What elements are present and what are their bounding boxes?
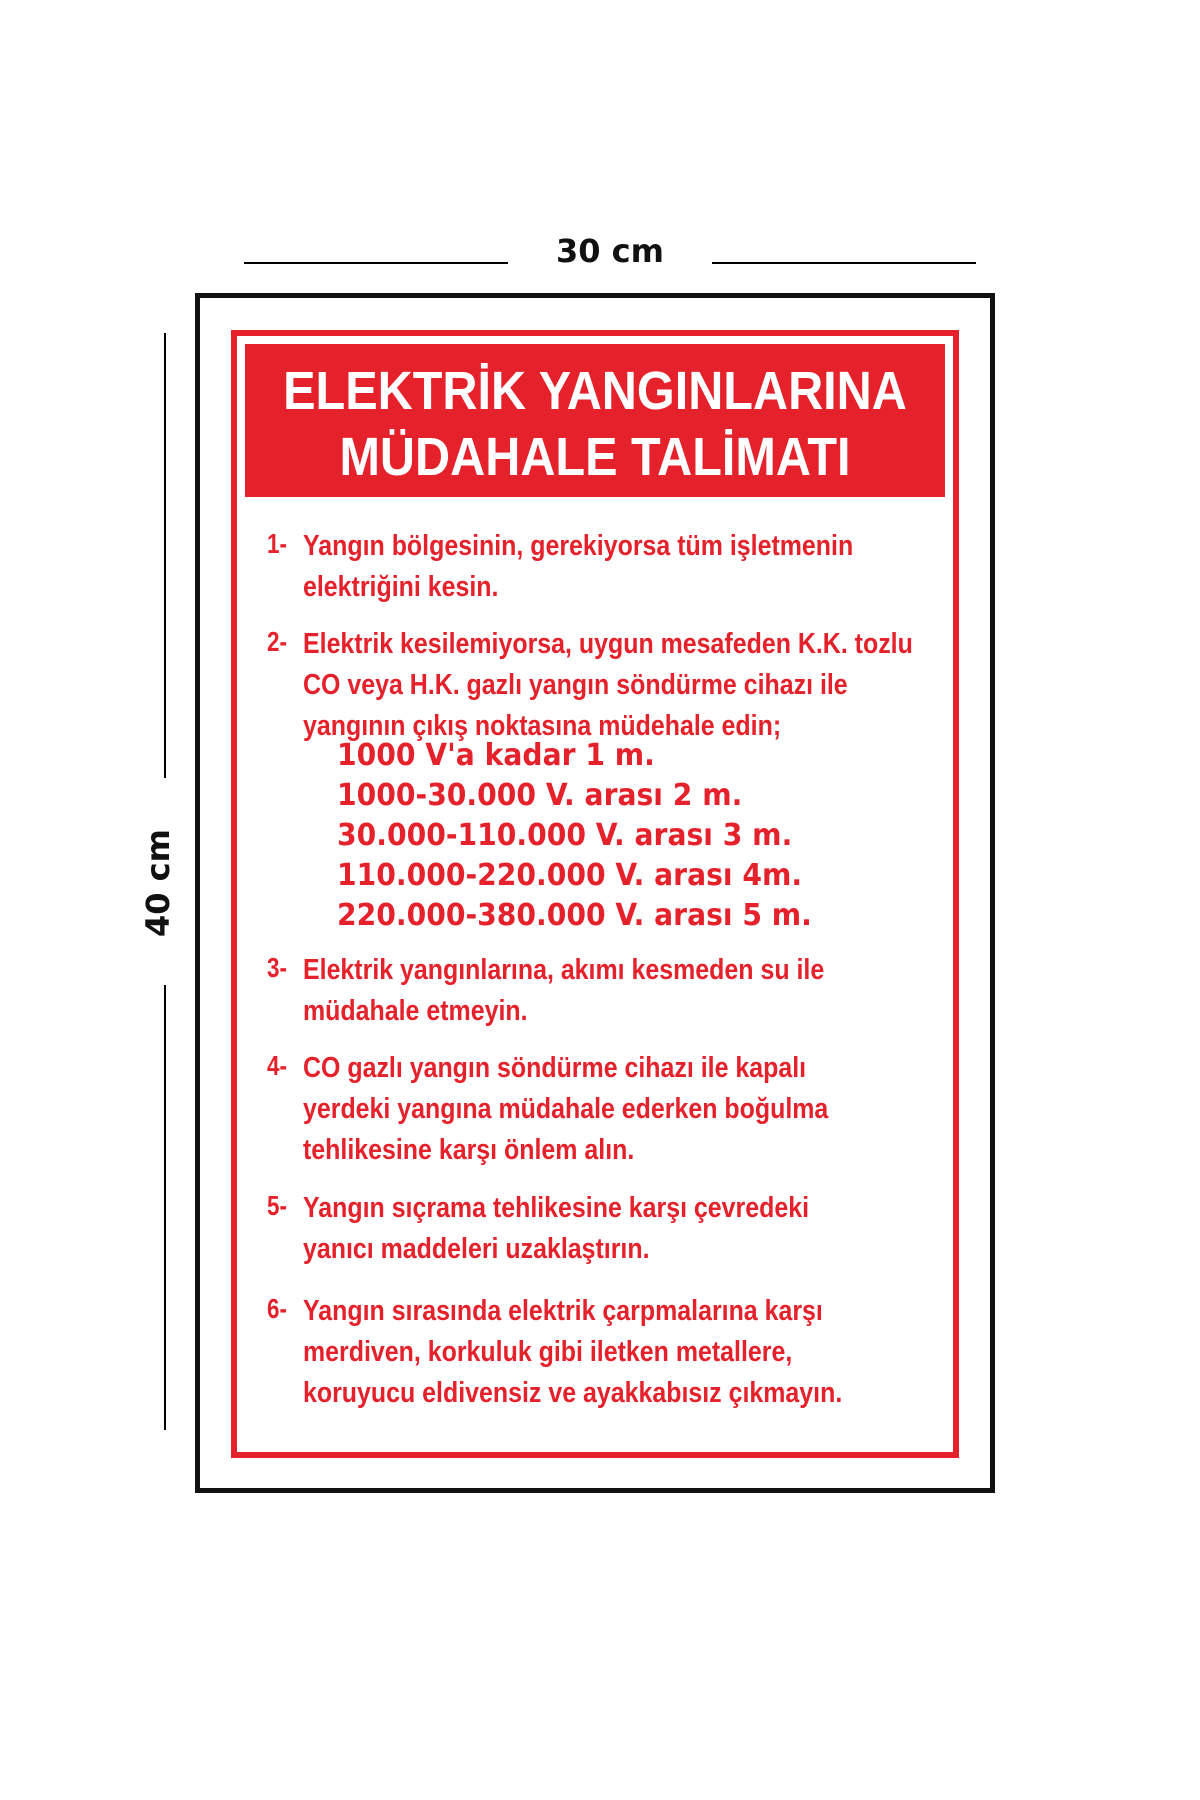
instruction-line: Yangın bölgesinin, gerekiyorsa tüm işletmenin bbox=[303, 530, 854, 562]
instruction-line: yangının çıkış noktasına müdehale edin; bbox=[303, 710, 782, 742]
instruction-number: 5- bbox=[267, 1190, 287, 1221]
width-dimension-line-right bbox=[712, 262, 976, 264]
instruction-line: Yangın sırasında elektrik çarpmalarına karşı bbox=[303, 1295, 823, 1327]
voltage-distance-line: 110.000-220.000 V. arası 4m. bbox=[337, 858, 803, 893]
instruction-number: 3- bbox=[267, 952, 287, 983]
instruction-text bbox=[303, 1188, 953, 1270]
voltage-distance-line: 220.000-380.000 V. arası 5 m. bbox=[337, 898, 812, 933]
instruction-text bbox=[303, 624, 953, 747]
instruction-text bbox=[303, 526, 953, 608]
width-dimension-line-left bbox=[244, 262, 508, 264]
sign-red-border bbox=[231, 330, 959, 1458]
instruction-number: 6- bbox=[267, 1293, 287, 1324]
voltage-distance-list bbox=[337, 736, 937, 936]
height-dimension-label: 40 cm bbox=[139, 829, 177, 937]
instruction-text bbox=[303, 1291, 953, 1414]
instruction-line: tehlikesine karşı önlem alın. bbox=[303, 1134, 635, 1166]
instruction-line: koruyucu eldivensiz ve ayakkabısız çıkmayın. bbox=[303, 1377, 843, 1409]
instruction-line: Elektrik kesilemiyorsa, uygun mesafeden K.K. tozlu bbox=[303, 628, 913, 660]
instruction-line: Yangın sıçrama tehlikesine karşı çevredeki bbox=[303, 1192, 810, 1224]
instruction-line: CO veya H.K. gazlı yangın söndürme cihazı ile bbox=[303, 669, 848, 701]
instruction-number: 2- bbox=[267, 626, 287, 657]
height-dimension-line-top bbox=[164, 333, 166, 778]
instruction-line: müdahale etmeyin. bbox=[303, 995, 528, 1027]
instruction-text bbox=[303, 950, 953, 1032]
width-dimension-label: 30 cm bbox=[556, 232, 664, 270]
instruction-line: elektriğini kesin. bbox=[303, 571, 499, 603]
sign-frame bbox=[195, 293, 995, 1493]
sign-title-line-2: MÜDAHALE TALİMATI bbox=[339, 427, 851, 487]
voltage-distance-line: 30.000-110.000 V. arası 3 m. bbox=[337, 818, 793, 853]
instruction-line: yerdeki yangına müdahale ederken boğulma bbox=[303, 1093, 829, 1125]
instruction-list bbox=[237, 336, 953, 1452]
instruction-text bbox=[303, 1048, 953, 1171]
instruction-number: 1- bbox=[267, 528, 287, 559]
height-dimension-line-bottom bbox=[164, 985, 166, 1430]
instruction-line: CO gazlı yangın söndürme cihazı ile kapalı bbox=[303, 1052, 807, 1084]
voltage-distance-line: 1000 V'a kadar 1 m. bbox=[337, 738, 655, 773]
sign-title-line-1: ELEKTRİK YANGINLARINA bbox=[283, 361, 907, 421]
instruction-line: yanıcı maddeleri uzaklaştırın. bbox=[303, 1233, 650, 1265]
instruction-line: merdiven, korkuluk gibi iletken metallere, bbox=[303, 1336, 793, 1368]
instruction-line: Elektrik yangınlarına, akımı kesmeden su ile bbox=[303, 954, 825, 986]
instruction-number: 4- bbox=[267, 1050, 287, 1081]
voltage-distance-line: 1000-30.000 V. arası 2 m. bbox=[337, 778, 743, 813]
